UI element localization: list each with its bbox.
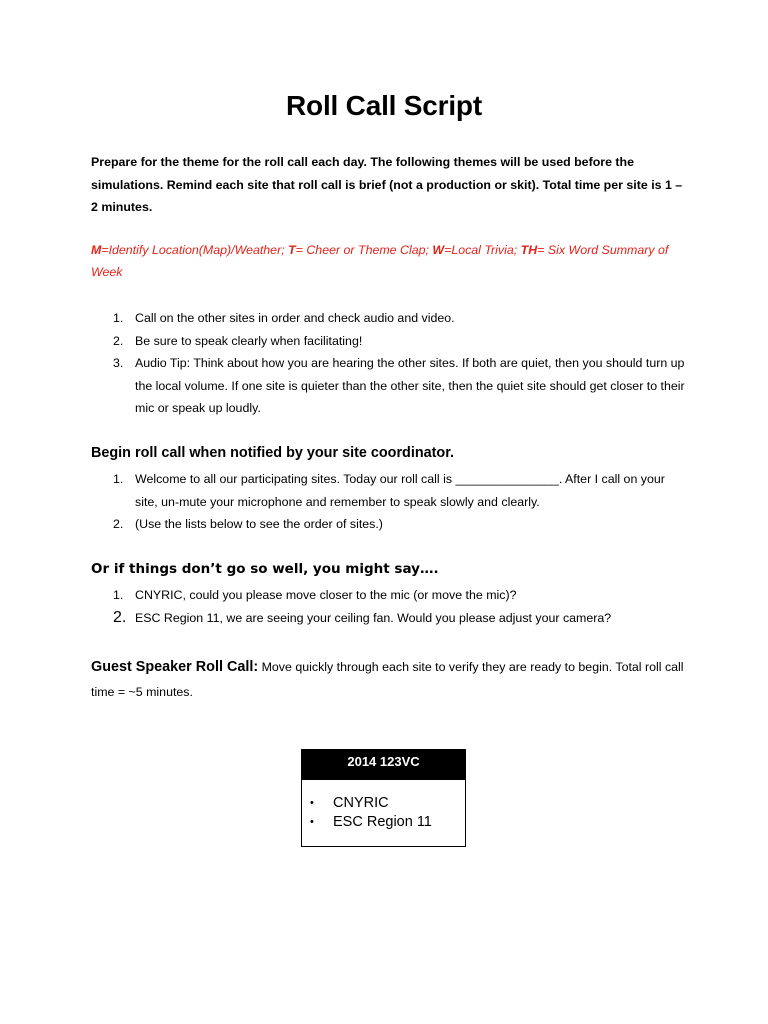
theme-key-t: T	[288, 243, 296, 257]
bullet-icon: •	[310, 816, 314, 828]
list-number: 1.	[113, 588, 124, 602]
list-item-text: CNYRIC, could you please move closer to the mic (or move the mic)?	[135, 588, 517, 602]
begin-list	[91, 468, 687, 536]
site-list-item	[308, 794, 432, 813]
list-number: 1.	[113, 472, 124, 486]
list-item	[91, 584, 687, 607]
list-number: 1.	[113, 311, 124, 325]
list-item	[91, 513, 687, 536]
troubleshoot-list	[91, 584, 687, 629]
themes-legend	[91, 240, 691, 283]
guest-speaker-text: Move quickly through each site to verify they are ready to begin. Total roll call time = ~5 minutes.	[91, 660, 684, 699]
list-number: 3.	[113, 356, 124, 370]
list-item-text: Welcome to all our participating sites. Today our roll call is _______________. After I call on your site, un-mute your microphone and remember to speak slowly and clearly.	[135, 472, 665, 509]
list-item-text: Call on the other sites in order and check audio and video.	[135, 311, 455, 325]
site-name: CNYRIC	[333, 795, 389, 811]
list-item	[91, 330, 687, 353]
instructions-list	[91, 307, 687, 420]
list-item-text: Audio Tip: Think about how you are hearing the other sites. If both are quiet, then you should turn up the local volume. If one site is quieter than the other site, then the quiet site should get closer to their mic or speak up loudly.	[135, 356, 685, 415]
bullet-icon: •	[310, 797, 314, 809]
site-box-header: 2014 123VC	[302, 750, 465, 780]
theme-text-m: =Identify Location(Map)/Weather;	[101, 243, 289, 257]
list-number: 2.	[113, 517, 124, 531]
site-list	[308, 794, 432, 832]
list-item	[91, 352, 687, 420]
list-item	[91, 307, 687, 330]
theme-text-t: = Cheer or Theme Clap;	[295, 243, 433, 257]
begin-heading: Begin roll call when notified by your site coordinator.	[91, 445, 455, 461]
list-item	[91, 468, 687, 513]
theme-key-w: W	[432, 243, 445, 257]
list-item-text: Be sure to speak clearly when facilitating!	[135, 333, 363, 348]
intro-paragraph: Prepare for the theme for the roll call each day. The following themes will be used before the simulations. Remind each site that roll call is brief (not a production or skit). Total time per site is 1 – 2 minutes.	[91, 155, 683, 214]
list-number: 2.	[113, 333, 124, 348]
document-title: Roll Call Script	[286, 90, 482, 121]
list-number: 2.	[113, 608, 127, 626]
theme-key-th: TH	[520, 243, 538, 257]
theme-key-m: M	[91, 243, 102, 257]
guest-speaker-lead: Guest Speaker Roll Call:	[91, 659, 259, 675]
site-order-box	[301, 749, 466, 847]
theme-text-w: =Local Trivia;	[444, 243, 521, 257]
list-item-text: ESC Region 11, we are seeing your ceiling fan. Would you please adjust your camera?	[135, 610, 612, 625]
guest-speaker-paragraph	[91, 655, 691, 705]
site-list-item	[308, 813, 432, 832]
list-item-text: (Use the lists below to see the order of sites.)	[135, 517, 383, 531]
list-item	[91, 607, 687, 630]
site-name: ESC Region 11	[333, 814, 432, 830]
or-if-heading: Or if things don’t go so well, you might say….	[91, 561, 439, 577]
theme-text-th: = Six Word Summary of Week	[91, 243, 669, 279]
